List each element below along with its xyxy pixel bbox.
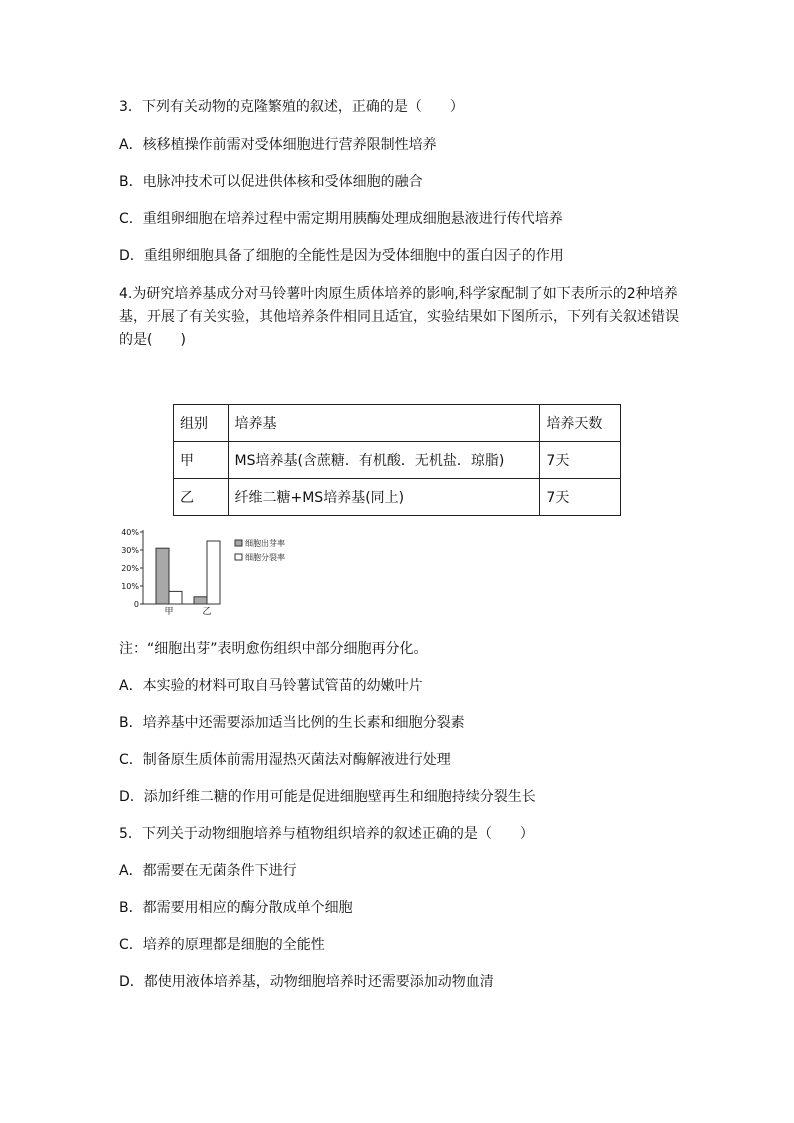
q3-stem: 3．下列有关动物的克隆繁殖的叙述，正确的是（ ） — [119, 99, 464, 115]
x-tick-label: 甲 — [164, 607, 174, 617]
y-tick-label: 0 — [133, 600, 139, 609]
q4-option-c: C．制备原生质体前需用湿热灭菌法对酶解液进行处理 — [119, 752, 451, 768]
bar-split-rate — [169, 591, 182, 604]
q5-option-d: D．都使用液体培养基，动物细胞培养时还需要添加动物血清 — [119, 974, 494, 990]
q5-option-b: B．都需要用相应的酶分散成单个细胞 — [119, 900, 353, 916]
y-tick-label: 20% — [121, 564, 139, 573]
table-row — [174, 479, 621, 516]
bar-split-rate — [207, 541, 220, 604]
table-cell: 7天 — [540, 479, 621, 516]
bar-bud-rate — [156, 548, 169, 604]
y-tick-label: 10% — [121, 582, 139, 591]
table-row — [174, 442, 621, 479]
q4-note: 注：“细胞出芽”表明愈伤组织中部分细胞再分化。 — [119, 641, 428, 657]
culture-medium-table — [173, 404, 621, 516]
table-cell: 乙 — [174, 479, 229, 516]
y-tick-label: 40% — [121, 528, 139, 537]
legend-swatch — [235, 540, 242, 546]
table-header-cell: 培养基 — [228, 405, 540, 442]
q5-option-c: C．培养的原理都是细胞的全能性 — [119, 937, 325, 953]
q3-option-d: D．重组卵细胞具备了细胞的全能性是因为受体细胞中的蛋白因子的作用 — [119, 248, 564, 264]
q3-option-a: A．核移植操作前需对受体细胞进行营养限制性培养 — [119, 137, 437, 153]
y-tick-label: 30% — [121, 546, 139, 555]
legend-label: 细胞分裂率 — [245, 553, 285, 562]
q4-option-a: A．本实验的材料可取自马铃薯试管苗的幼嫩叶片 — [119, 678, 423, 694]
table-header-cell: 组别 — [174, 405, 229, 442]
table-header-cell: 培养天数 — [540, 405, 621, 442]
table-header-row — [174, 405, 621, 442]
table-cell: MS培养基(含蔗糖．有机酸．无机盐．琼脂) — [228, 442, 540, 479]
legend-label: 细胞出芽率 — [245, 539, 285, 548]
q4-option-d: D．添加纤维二糖的作用可能是促进细胞壁再生和细胞持续分裂生长 — [119, 789, 536, 805]
q5-option-a: A．都需要在无菌条件下进行 — [119, 863, 297, 879]
x-tick-label: 乙 — [202, 607, 212, 617]
bar-chart — [118, 526, 318, 618]
table-cell: 甲 — [174, 442, 229, 479]
q3-option-c: C．重组卵细胞在培养过程中需定期用胰酶处理成细胞悬液进行传代培养 — [119, 211, 563, 227]
bar-bud-rate — [194, 597, 207, 604]
table-cell: 7天 — [540, 442, 621, 479]
q5-stem: 5．下列关于动物细胞培养与植物组织培养的叙述正确的是（ ） — [119, 826, 534, 842]
table-cell: 纤维二糖+MS培养基(同上) — [228, 479, 540, 516]
q4-option-b: B．培养基中还需要添加适当比例的生长素和细胞分裂素 — [119, 715, 465, 731]
q3-option-b: B．电脉冲技术可以促进供体核和受体细胞的融合 — [119, 174, 423, 190]
legend-swatch — [235, 554, 242, 560]
q4-stem: 4.为研究培养基成分对马铃薯叶肉原生质体培养的影响,科学家配制了如下表所示的2种培养基，开展了有关实验，其他培养条件相同且适宜，实验结果如下图所示，下列有关叙述错误的是( ) — [119, 286, 679, 348]
